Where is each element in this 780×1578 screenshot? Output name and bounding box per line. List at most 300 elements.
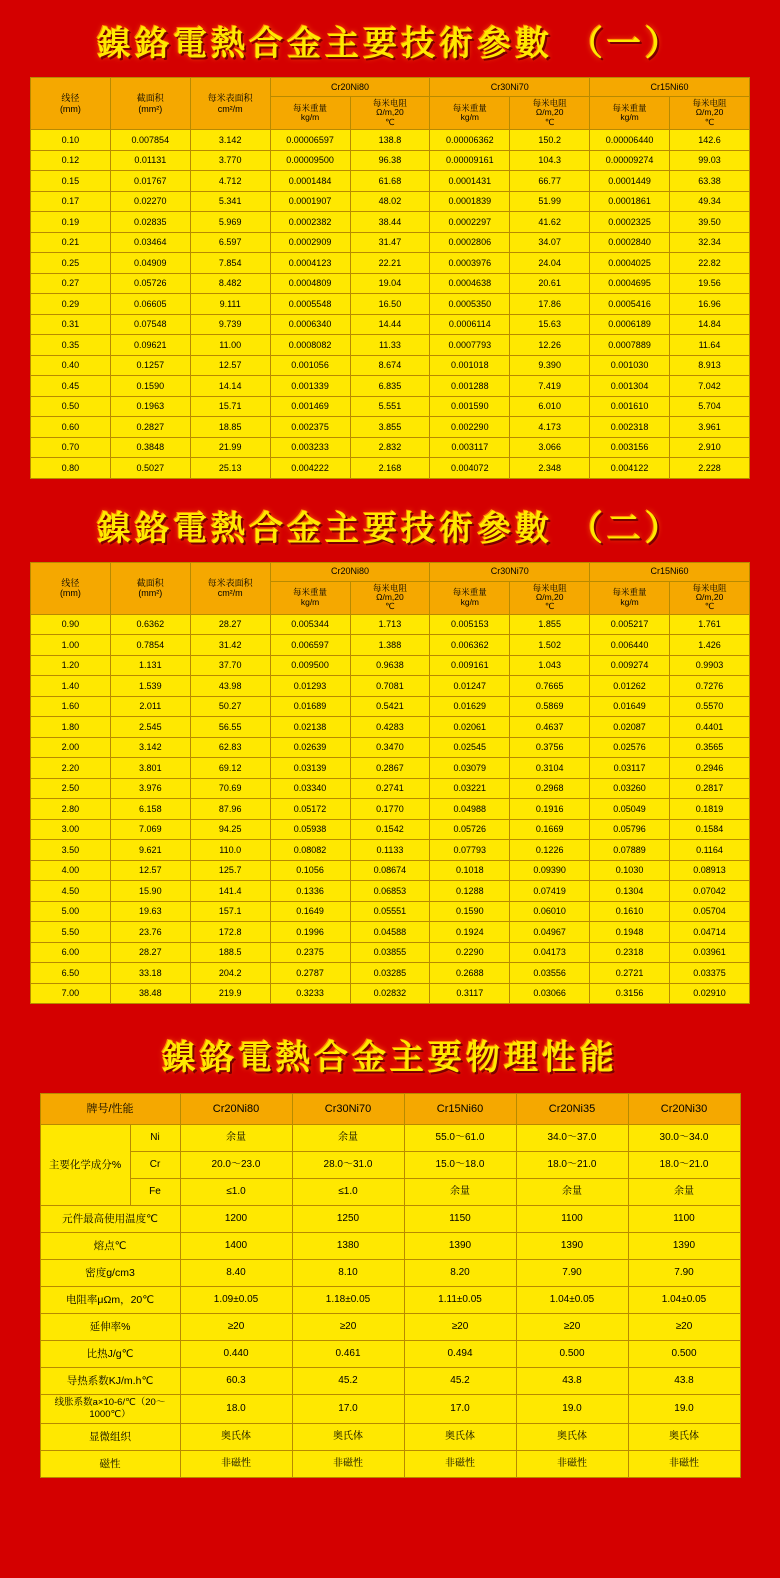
cell: 0.2741 (350, 778, 430, 799)
element-name: Ni (130, 1125, 180, 1152)
cell: 3.855 (350, 417, 430, 438)
cell: 1390 (404, 1233, 516, 1260)
cell: 18.0～21.0 (628, 1152, 740, 1179)
cell: 0.00009500 (270, 150, 350, 171)
cell: 8.482 (190, 273, 270, 294)
cell: 0.3104 (510, 758, 590, 779)
table-row (31, 171, 750, 192)
cell: 0.001610 (590, 396, 670, 417)
cell: 16.96 (670, 294, 750, 315)
cell: 2.545 (110, 717, 190, 738)
table-row (31, 737, 750, 758)
cell: 0.0002382 (270, 212, 350, 233)
cell: 38.44 (350, 212, 430, 233)
cell: 1150 (404, 1206, 516, 1233)
cell: 141.4 (190, 881, 270, 902)
col-group-cr20ni80: Cr20Ni80 (270, 562, 430, 581)
cell: 0.07793 (430, 840, 510, 861)
cell: 0.1649 (270, 901, 350, 922)
table-row (31, 253, 750, 274)
cell: 0.2787 (270, 963, 350, 984)
cell: 1.539 (110, 676, 190, 697)
col-group-cr15ni60: Cr15Ni60 (590, 78, 750, 97)
cell: 0.0001449 (590, 171, 670, 192)
cell: 0.1542 (350, 819, 430, 840)
cell: 43.98 (190, 676, 270, 697)
cell: 63.38 (670, 171, 750, 192)
cell: 2.832 (350, 437, 430, 458)
cell: 0.1164 (670, 840, 750, 861)
cell: 0.03139 (270, 758, 350, 779)
cell: 0.005217 (590, 614, 670, 635)
cell: 0.0001431 (430, 171, 510, 192)
cell: 0.02835 (110, 212, 190, 233)
cell: 0.03961 (670, 942, 750, 963)
cell: 0.15 (31, 171, 111, 192)
cell: 0.3117 (430, 983, 510, 1004)
cell: 非磁性 (180, 1450, 292, 1477)
cell: 17.86 (510, 294, 590, 315)
table-row-composition-cr (40, 1152, 740, 1179)
cell: 0.1336 (270, 881, 350, 902)
cell: 0.003156 (590, 437, 670, 458)
table-row (40, 1260, 740, 1287)
row-label: 显微组织 (40, 1423, 180, 1450)
cell: 非磁性 (404, 1450, 516, 1477)
cell: 2.20 (31, 758, 111, 779)
cell: 7.854 (190, 253, 270, 274)
cell: 0.1030 (590, 860, 670, 881)
cell: 0.12 (31, 150, 111, 171)
cell: 0.2968 (510, 778, 590, 799)
col-diameter: 线径 (mm) (31, 562, 111, 614)
table-row (31, 799, 750, 820)
cell: 1100 (628, 1206, 740, 1233)
cell: 0.07419 (510, 881, 590, 902)
cell: 204.2 (190, 963, 270, 984)
cell: 0.02576 (590, 737, 670, 758)
col-weight-1: 每米重量 kg/m (270, 581, 350, 614)
cell: 9.390 (510, 355, 590, 376)
table-row (31, 314, 750, 335)
table-row (40, 1341, 740, 1368)
cell: 4.50 (31, 881, 111, 902)
cell: 0.1056 (270, 860, 350, 881)
table-row (31, 191, 750, 212)
cell: 0.21 (31, 232, 111, 253)
cell: 0.500 (516, 1341, 628, 1368)
table-row (31, 942, 750, 963)
wire-parameters-table-1 (30, 77, 750, 479)
cell: 0.01247 (430, 676, 510, 697)
cell: 0.80 (31, 458, 111, 479)
table-row (31, 417, 750, 438)
physical-header-row (40, 1094, 740, 1125)
cell: 1.18±0.05 (292, 1287, 404, 1314)
cell: 0.19 (31, 212, 111, 233)
cell: 奥氏体 (404, 1423, 516, 1450)
header-cell-2: Cr30Ni70 (292, 1094, 404, 1125)
cell: 43.8 (628, 1368, 740, 1395)
cell: 0.0002909 (270, 232, 350, 253)
cell: 0.1924 (430, 922, 510, 943)
cell: 0.01262 (590, 676, 670, 697)
cell: 150.2 (510, 130, 590, 151)
cell: ≥20 (292, 1314, 404, 1341)
cell: 0.2688 (430, 963, 510, 984)
col-group-cr30ni70: Cr30Ni70 (430, 78, 590, 97)
cell: 15.0～18.0 (404, 1152, 516, 1179)
cell: 11.64 (670, 335, 750, 356)
cell: 3.961 (670, 417, 750, 438)
cell: 0.001304 (590, 376, 670, 397)
cell: 0.6362 (110, 614, 190, 635)
col-surface-area: 每米表面积 cm²/m (190, 562, 270, 614)
col-resist-1: 每米电阻 Ω/m,20 ℃ (350, 97, 430, 130)
cell: 2.168 (350, 458, 430, 479)
cell: 5.341 (190, 191, 270, 212)
cell: 0.00009161 (430, 150, 510, 171)
cell: 0.0001861 (590, 191, 670, 212)
col-resist-2: 每米电阻 Ω/m,20 ℃ (510, 97, 590, 130)
col-weight-2: 每米重量 kg/m (430, 97, 510, 130)
cell: 125.7 (190, 860, 270, 881)
cell: 余量 (628, 1179, 740, 1206)
row-label: 电阻率μΩm，20℃ (40, 1287, 180, 1314)
cell: 5.00 (31, 901, 111, 922)
cell: 22.82 (670, 253, 750, 274)
cell: 3.801 (110, 758, 190, 779)
cell: 0.50 (31, 396, 111, 417)
cell: 0.1590 (110, 376, 190, 397)
table-row (31, 655, 750, 676)
cell: 0.0007793 (430, 335, 510, 356)
row-label: 导热系数KJ/m.h℃ (40, 1368, 180, 1395)
cell: 28.27 (110, 942, 190, 963)
cell: 12.57 (110, 860, 190, 881)
table-row (31, 376, 750, 397)
cell: 0.05049 (590, 799, 670, 820)
cell: 0.01767 (110, 171, 190, 192)
row-label: 磁性 (40, 1450, 180, 1477)
cell: 0.0005416 (590, 294, 670, 315)
cell: 4.712 (190, 171, 270, 192)
cell: 21.99 (190, 437, 270, 458)
cell: 0.02061 (430, 717, 510, 738)
cell: 0.001056 (270, 355, 350, 376)
cell: ≥20 (628, 1314, 740, 1341)
cell: 12.26 (510, 335, 590, 356)
cell: 0.006440 (590, 635, 670, 656)
cell: 43.8 (516, 1368, 628, 1395)
cell: 奥氏体 (628, 1423, 740, 1450)
col-group-cr20ni80: Cr20Ni80 (270, 78, 430, 97)
cell: 45.2 (404, 1368, 516, 1395)
table-row (31, 437, 750, 458)
cell: 157.1 (190, 901, 270, 922)
cell: 奥氏体 (180, 1423, 292, 1450)
cell: 0.2721 (590, 963, 670, 984)
cell: 2.80 (31, 799, 111, 820)
cell: 0.1996 (270, 922, 350, 943)
cell: 1200 (180, 1206, 292, 1233)
cell: 0.90 (31, 614, 111, 635)
cell: 1.388 (350, 635, 430, 656)
cell: 18.0～21.0 (516, 1152, 628, 1179)
cell: 0.00006362 (430, 130, 510, 151)
cell: 0.006362 (430, 635, 510, 656)
cell: 7.042 (670, 376, 750, 397)
cell: 6.597 (190, 232, 270, 253)
cell: 0.2867 (350, 758, 430, 779)
wire-table-1-body (31, 130, 750, 479)
cell: 0.9903 (670, 655, 750, 676)
cell: 奥氏体 (292, 1423, 404, 1450)
cell: 0.5869 (510, 696, 590, 717)
col-group-cr15ni60: Cr15Ni60 (590, 562, 750, 581)
cell: 0.02270 (110, 191, 190, 212)
cell: 0.2375 (270, 942, 350, 963)
cell: 31.47 (350, 232, 430, 253)
cell: 余量 (180, 1125, 292, 1152)
cell: 0.001339 (270, 376, 350, 397)
cell: 28.27 (190, 614, 270, 635)
cell: 0.2827 (110, 417, 190, 438)
cell: 1.502 (510, 635, 590, 656)
cell: 0.0006114 (430, 314, 510, 335)
cell: 8.40 (180, 1260, 292, 1287)
col-diameter: 线径 (mm) (31, 78, 111, 130)
cell: 39.50 (670, 212, 750, 233)
table-row (31, 983, 750, 1004)
cell: 17.0 (292, 1395, 404, 1424)
table-row (31, 819, 750, 840)
table-row (40, 1206, 740, 1233)
cell: 0.2318 (590, 942, 670, 963)
cell: 0.3848 (110, 437, 190, 458)
cell: 20.61 (510, 273, 590, 294)
cell: 0.3756 (510, 737, 590, 758)
cell: 110.0 (190, 840, 270, 861)
element-name: Fe (130, 1179, 180, 1206)
cell: 0.05726 (110, 273, 190, 294)
cell: 0.03285 (350, 963, 430, 984)
cell: 0.05726 (430, 819, 510, 840)
cell: 41.62 (510, 212, 590, 233)
wire-table-2-body (31, 614, 750, 1004)
cell: 2.348 (510, 458, 590, 479)
cell: 0.001469 (270, 396, 350, 417)
cell: 1.043 (510, 655, 590, 676)
cell: 6.010 (510, 396, 590, 417)
page-title-table2: 鎳鉻電熱合金主要技術參數 （二） (97, 508, 683, 549)
cell: 32.34 (670, 232, 750, 253)
cell: 0.0004695 (590, 273, 670, 294)
cell: 6.50 (31, 963, 111, 984)
cell: 12.57 (190, 355, 270, 376)
cell: 0.3233 (270, 983, 350, 1004)
cell: 非磁性 (292, 1450, 404, 1477)
cell: 0.25 (31, 253, 111, 274)
cell: 0.003233 (270, 437, 350, 458)
cell: 0.01629 (430, 696, 510, 717)
cell: 188.5 (190, 942, 270, 963)
header-cell-1: Cr20Ni80 (180, 1094, 292, 1125)
cell: 1100 (516, 1206, 628, 1233)
page-title-table1: 鎳鉻電熱合金主要技術參數 （一） (97, 24, 683, 64)
cell: ≤1.0 (180, 1179, 292, 1206)
cell: 19.63 (110, 901, 190, 922)
cell: 0.007854 (110, 130, 190, 151)
cell: 15.71 (190, 396, 270, 417)
cell: 99.03 (670, 150, 750, 171)
cell: 19.56 (670, 273, 750, 294)
cell: 138.8 (350, 130, 430, 151)
cell: 非磁性 (516, 1450, 628, 1477)
cell: 0.40 (31, 355, 111, 376)
cell: 奥氏体 (516, 1423, 628, 1450)
cell: 0.1304 (590, 881, 670, 902)
cell: 0.06853 (350, 881, 430, 902)
cell: 49.34 (670, 191, 750, 212)
cell: 0.03221 (430, 778, 510, 799)
cell: 14.84 (670, 314, 750, 335)
cell: 0.04588 (350, 922, 430, 943)
cell: 0.2817 (670, 778, 750, 799)
cell: 1.131 (110, 655, 190, 676)
cell: 1.761 (670, 614, 750, 635)
cell: 0.1018 (430, 860, 510, 881)
table-row (31, 901, 750, 922)
cell: 7.419 (510, 376, 590, 397)
cell: 48.02 (350, 191, 430, 212)
table-row (40, 1450, 740, 1477)
cell: 0.001288 (430, 376, 510, 397)
cell: 55.0～61.0 (404, 1125, 516, 1152)
cell: 0.0006340 (270, 314, 350, 335)
cell: 0.60 (31, 417, 111, 438)
row-label: 线胀系数a×10-6/℃（20～1000℃） (40, 1395, 180, 1424)
physical-table-body (40, 1125, 740, 1206)
cell: 15.90 (110, 881, 190, 902)
cell: 0.440 (180, 1341, 292, 1368)
cell: 0.01131 (110, 150, 190, 171)
cell: 2.910 (670, 437, 750, 458)
cell: 0.3565 (670, 737, 750, 758)
cell: 0.2290 (430, 942, 510, 963)
cell: 0.31 (31, 314, 111, 335)
cell: 1.04±0.05 (628, 1287, 740, 1314)
cell: 0.05551 (350, 901, 430, 922)
cell: 16.50 (350, 294, 430, 315)
cell: 14.44 (350, 314, 430, 335)
cell: 2.228 (670, 458, 750, 479)
cell: 0.001590 (430, 396, 510, 417)
header-cell-5: Cr20Ni30 (628, 1094, 740, 1125)
cell: 0.0004123 (270, 253, 350, 274)
table-row (40, 1368, 740, 1395)
table-row (31, 635, 750, 656)
cell: 34.07 (510, 232, 590, 253)
cell: 69.12 (190, 758, 270, 779)
cell: 0.4401 (670, 717, 750, 738)
cell: 1250 (292, 1206, 404, 1233)
cell: 0.07042 (670, 881, 750, 902)
cell: 30.0～34.0 (628, 1125, 740, 1152)
cell: 0.7081 (350, 676, 430, 697)
cell: 0.0001839 (430, 191, 510, 212)
col-resist-2: 每米电阻 Ω/m,20 ℃ (510, 581, 590, 614)
cell: 1.60 (31, 696, 111, 717)
row-label: 元件最高使用温度℃ (40, 1206, 180, 1233)
cell: 62.83 (190, 737, 270, 758)
cell: 56.55 (190, 717, 270, 738)
cell: ≤1.0 (292, 1179, 404, 1206)
cell: 7.00 (31, 983, 111, 1004)
cell: 0.004072 (430, 458, 510, 479)
table-row (31, 458, 750, 479)
cell: 0.461 (292, 1341, 404, 1368)
col-resist-3: 每米电阻 Ω/m,20 ℃ (670, 581, 750, 614)
cell: 0.1669 (510, 819, 590, 840)
cell: 3.50 (31, 840, 111, 861)
cell: 0.05796 (590, 819, 670, 840)
cell: 7.069 (110, 819, 190, 840)
cell: 0.3470 (350, 737, 430, 758)
cell: 0.1133 (350, 840, 430, 861)
cell: 18.85 (190, 417, 270, 438)
cell: 0.1948 (590, 922, 670, 943)
cell: 0.004122 (590, 458, 670, 479)
cell: 1400 (180, 1233, 292, 1260)
page-title-table3: 鎳鉻電熱合金主要物理性能 (162, 1038, 618, 1079)
cell: 11.33 (350, 335, 430, 356)
cell: 22.21 (350, 253, 430, 274)
cell: 0.04967 (510, 922, 590, 943)
cell: 9.739 (190, 314, 270, 335)
cell: 0.02910 (670, 983, 750, 1004)
table-row (31, 130, 750, 151)
table-row-composition-ni (40, 1125, 740, 1152)
row-label: 比热J/g℃ (40, 1341, 180, 1368)
cell: 19.0 (628, 1395, 740, 1424)
col-section-area: 截面积 (mm²) (110, 562, 190, 614)
cell: 8.674 (350, 355, 430, 376)
cell: 5.551 (350, 396, 430, 417)
cell: 24.04 (510, 253, 590, 274)
cell: 9.621 (110, 840, 190, 861)
cell: 0.0001907 (270, 191, 350, 212)
cell: 0.03375 (670, 963, 750, 984)
composition-label: 主要化学成分% (40, 1125, 130, 1206)
table-row (31, 273, 750, 294)
cell: 0.0004025 (590, 253, 670, 274)
table-row (31, 614, 750, 635)
cell: 1.713 (350, 614, 430, 635)
table-row-composition-fe (40, 1179, 740, 1206)
cell: 0.05172 (270, 799, 350, 820)
col-weight-3: 每米重量 kg/m (590, 581, 670, 614)
cell: 0.4283 (350, 717, 430, 738)
cell: 4.173 (510, 417, 590, 438)
cell: 0.03066 (510, 983, 590, 1004)
cell: 0.4637 (510, 717, 590, 738)
cell: 0.00006440 (590, 130, 670, 151)
cell: 1.04±0.05 (516, 1287, 628, 1314)
cell: 3.142 (110, 737, 190, 758)
cell: 0.0004809 (270, 273, 350, 294)
table-row (31, 922, 750, 943)
